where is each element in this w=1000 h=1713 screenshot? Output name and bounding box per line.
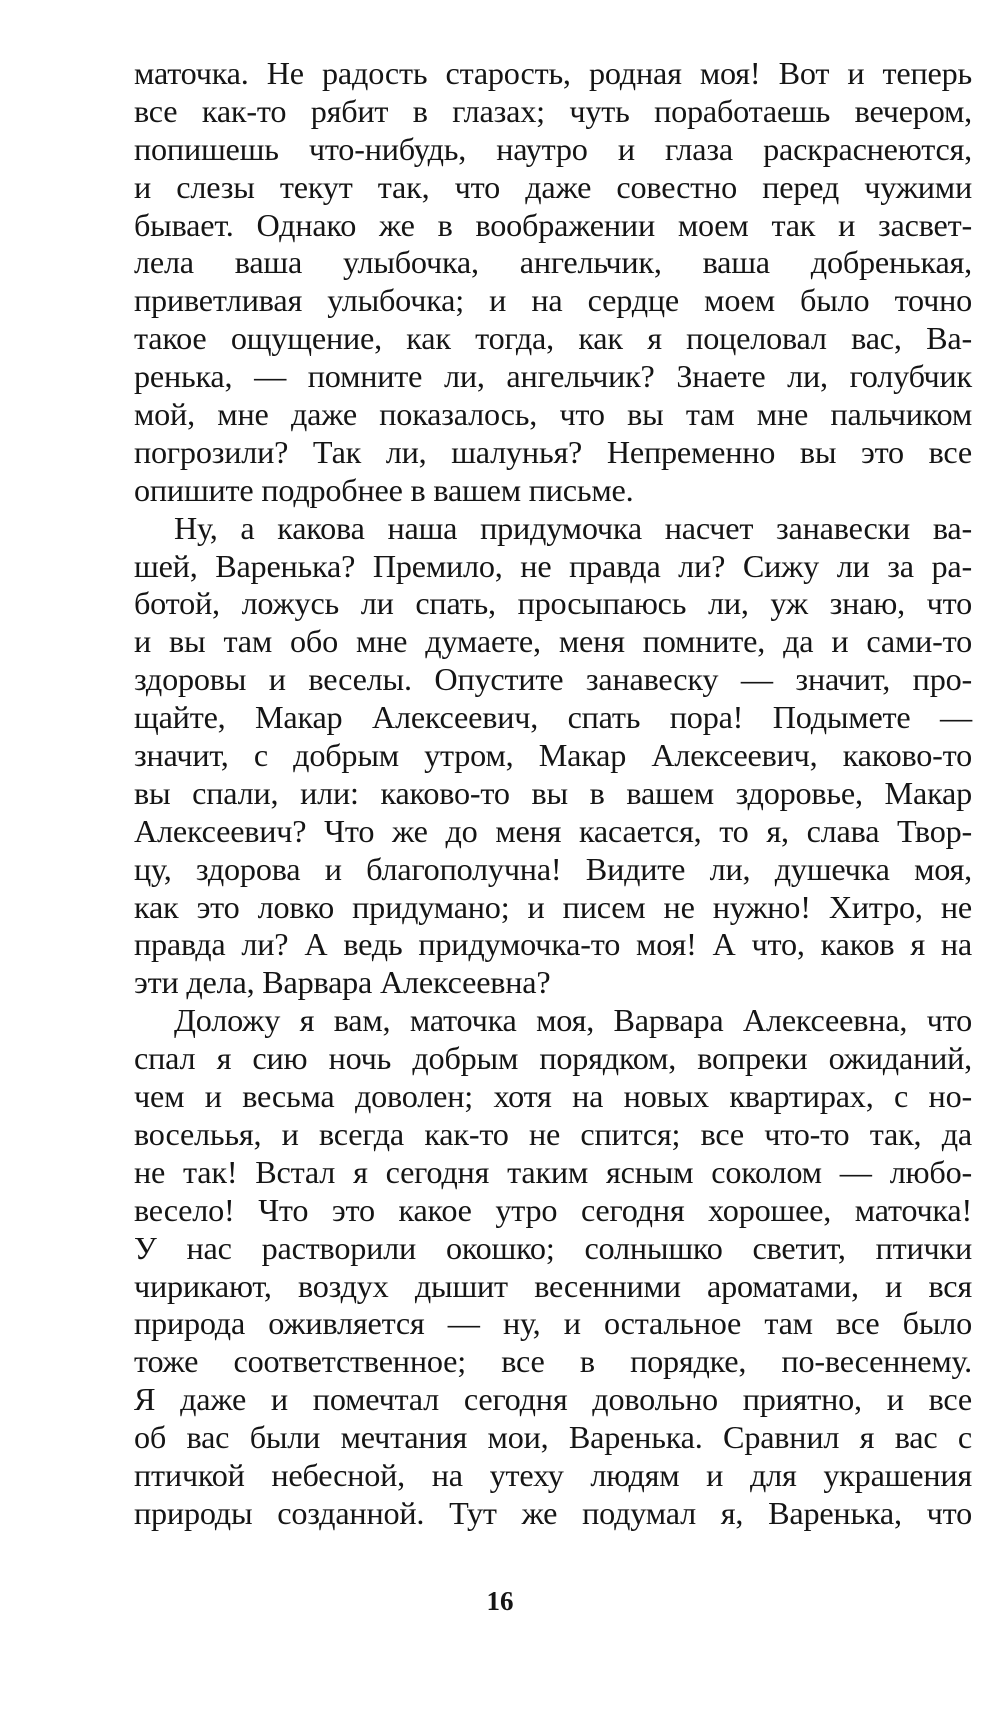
text-line: эти дела, Варвара Алексеевна? — [134, 964, 551, 1001]
text-line: значит, с добрым утром, Макар Алексеевич, каково-то — [134, 737, 972, 774]
text-line: маточка. Не радость старость, родная моя! Вот и теперь — [134, 55, 972, 91]
text-line: и слезы текут так, что даже совестно перед чужими — [134, 168, 972, 205]
text-line: восельья, и всегда как-то не спится; все что-то так, да — [134, 1115, 972, 1152]
text-line: об вас были мечтания мои, Варенька. Сравнил я вас с — [134, 1419, 972, 1456]
text-line: такое ощущение, как тогда, как я поцеловал вас, Ва- — [134, 320, 972, 357]
text-line: приветливая улыбочка; и на сердце моем было точно — [134, 282, 972, 319]
text-line: Доложу я вам, маточка моя, Варвара Алексеевна, что — [174, 1002, 972, 1039]
text-line: бывает. Однако же в воображении моем так и засвет- — [134, 206, 972, 243]
text-line: попишешь что-нибудь, наутро и глаза раскраснеются, — [134, 130, 972, 167]
text-line: весело! Что это какое утро сегодня хорошее, маточка! — [134, 1191, 972, 1228]
text-line: природы созданной. Тут же подумал я, Варенька, что — [134, 1494, 972, 1531]
text-line: опишите подробнее в вашем письме. — [134, 471, 634, 508]
text-line: все как-то рябит в глазах; чуть поработаешь вечером, — [134, 92, 972, 129]
text-line: природа оживляется — ну, и остальное там все было — [134, 1305, 972, 1342]
paragraph — [134, 55, 972, 510]
text-line: мой, мне даже показалось, что вы там мне пальчиком — [134, 396, 972, 433]
text-line: Ну, а какова наша придумочка насчет занавески ва- — [174, 509, 972, 546]
text-line: цу, здорова и благополучна! Видите ли, душечка моя, — [134, 850, 972, 887]
text-line: как это ловко придумано; и писем не нужно! Хитро, не — [134, 888, 972, 925]
text-line: шей, Варенька? Премило, не правда ли? Сижу ли за ра- — [134, 547, 972, 584]
text-line: и вы там обо мне думаете, меня помните, да и сами-то — [134, 623, 972, 660]
body-text — [134, 55, 972, 1533]
text-line: правда ли? А ведь придумочка-то моя! А что, каков я на — [134, 926, 972, 963]
text-line: птичкой небесной, на утеху людям и для украшения — [134, 1456, 972, 1493]
text-line: вы спали, или: каково-то вы в вашем здоровье, Макар — [134, 774, 972, 811]
text-line: ренька, — помните ли, ангельчик? Знаете ли, голубчик — [134, 358, 972, 395]
text-line: тоже соответственное; все в порядке, по-весеннему. — [134, 1343, 972, 1380]
text-line: Я даже и помечтал сегодня довольно приятно, и все — [134, 1381, 972, 1418]
text-line: здоровы и веселы. Опустите занавеску — значит, про- — [134, 661, 972, 698]
text-line: спал я сию ночь добрым порядком, вопреки ожиданий, — [134, 1040, 972, 1077]
text-line: лела ваша улыбочка, ангельчик, ваша добренькая, — [134, 244, 972, 281]
text-line: Алексеевич? Что же до меня касается, то я, слава Твор- — [134, 812, 972, 849]
text-line: чем и весьма доволен; хотя на новых квартирах, с но- — [134, 1078, 972, 1115]
text-line: ботой, ложусь ли спать, просыпаюсь ли, уж знаю, что — [134, 585, 972, 622]
text-line: не так! Встал я сегодня таким ясным соколом — любо- — [134, 1153, 972, 1190]
text-line: погрозили? Так ли, шалунья? Непременно вы это все — [134, 433, 972, 470]
text-line: щайте, Макар Алексеевич, спать пора! Подымете — — [134, 699, 972, 736]
page-number: 16 — [486, 1586, 514, 1616]
paragraph — [134, 510, 972, 1003]
text-line: чирикают, воздух дышит весенними ароматами, и вся — [134, 1267, 972, 1304]
text-line: У нас растворили окошко; солнышко светит, птички — [134, 1229, 972, 1266]
paragraph — [134, 1002, 972, 1532]
